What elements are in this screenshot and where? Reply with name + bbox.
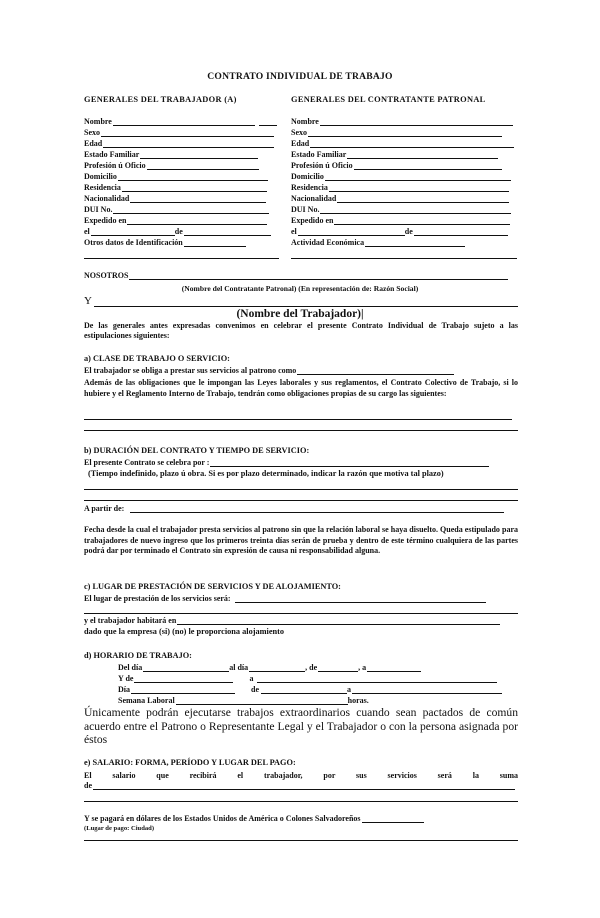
- payment-currency-line[interactable]: Y se pagará en dólares de los Estados Unidos de América o Colones Salvadoreños: [84, 814, 424, 823]
- job-title-line[interactable]: El trabajador se obliga a prestar sus servicios al patrono como: [84, 366, 518, 375]
- section-a-paragraph: Además de las obligaciones que le impongan las Leyes laborales y sus reglamentos, el Contrato Colectivo de Trabajo, si lo hubiere y el Reglamento Interno de Trabajo, tendrán como obligaciones propias de su cargo las siguientes:: [84, 378, 518, 398]
- worker-residence-field[interactable]: Residencia: [84, 183, 279, 192]
- employer-nationality-field[interactable]: Nacionalidad: [291, 194, 517, 203]
- worker-marital-field[interactable]: Estado Familiar: [84, 150, 279, 159]
- duration-note: (Tiempo indefinido, plazo ú obra. Si es por plazo determinado, indicar la razón que motiva tal plazo): [88, 469, 444, 478]
- payment-place-label: (Lugar de pago: Ciudad): [84, 825, 155, 832]
- employer-extra-line[interactable]: [291, 258, 517, 259]
- employer-profession-field[interactable]: Profesión ú Oficio: [291, 161, 517, 170]
- worker-extra-line[interactable]: [84, 258, 279, 259]
- salary-amount-line-2[interactable]: [84, 801, 518, 802]
- worker-nationality-field[interactable]: Nacionalidad: [84, 194, 279, 203]
- worker-name-caption: (Nombre del Trabajador)|: [236, 308, 364, 320]
- workplace-line-2[interactable]: [84, 613, 518, 614]
- section-b-heading: b) DURACIÓN DEL CONTRATO Y TIEMPO DE SERVICIO:: [84, 446, 310, 455]
- duration-line[interactable]: El presente Contrato se celebra por :: [84, 458, 518, 467]
- employer-name-caption: (Nombre del Contratante Patronal) (En representación de: Razón Social): [181, 284, 419, 293]
- worker-sex-field[interactable]: Sexo: [84, 128, 279, 137]
- schedule-row-3[interactable]: Día de a: [118, 685, 502, 694]
- nosotros-line[interactable]: [84, 271, 518, 280]
- nosotros-label: NOSOTROS: [84, 271, 129, 280]
- schedule-row-1[interactable]: Del día al día , de , a: [118, 663, 421, 672]
- employer-heading: GENERALES DEL CONTRATANTE PATRONAL: [291, 95, 486, 104]
- employer-dui-field[interactable]: DUI No.: [291, 205, 517, 214]
- duration-reason-line-2[interactable]: [84, 500, 518, 501]
- employer-age-field[interactable]: Edad: [291, 139, 517, 148]
- employer-name-field[interactable]: Nombre: [291, 117, 517, 126]
- worker-dui-field[interactable]: DUI No.: [84, 205, 279, 214]
- lodging-line[interactable]: y el trabajador habitará en: [84, 616, 518, 625]
- employer-sex-field[interactable]: Sexo: [291, 128, 517, 137]
- section-d-heading: d) HORARIO DE TRABAJO:: [84, 651, 192, 660]
- worker-name-field[interactable]: Nombre: [84, 117, 279, 126]
- contract-title: CONTRATO INDIVIDUAL DE TRABAJO: [207, 71, 393, 82]
- worker-profession-field[interactable]: Profesión ú Oficio: [84, 161, 279, 170]
- worker-address-field[interactable]: Domicilio: [84, 172, 279, 181]
- duration-reason-line-1[interactable]: [84, 489, 518, 490]
- schedule-row-2[interactable]: Y de a: [118, 674, 497, 683]
- section-b-paragraph: Fecha desde la cual el trabajador presta servicios al patrono sin que la relación laboral se haya disuelto. Queda estipulado para trabajadores de nuevo ingreso que los primeros treinta días serán de prueba y dentro de este término cualquiera de las partes podrá dar por terminado el Contrato sin expresión de causa ni responsabilidad alguna.: [84, 525, 518, 556]
- workplace-line[interactable]: El lugar de prestación de los servicios será:: [84, 594, 518, 603]
- employer-address-field[interactable]: Domicilio: [291, 172, 517, 181]
- salary-line: El salario que recibirá el trabajador, por sus servicios será la suma: [84, 771, 518, 780]
- y-label: Y: [84, 295, 92, 307]
- payment-place-line[interactable]: [84, 840, 518, 841]
- section-c-heading: c) LUGAR DE PRESTACIÓN DE SERVICIOS Y DE ALOJAMIENTO:: [84, 582, 341, 591]
- lodging-note: dado que la empresa (si) (no) le proporciona alojamiento: [84, 627, 285, 636]
- employer-marital-field[interactable]: Estado Familiar: [291, 150, 517, 159]
- worker-heading: GENERALES DEL TRABAJADOR (A): [84, 95, 237, 104]
- obligations-line-1[interactable]: [84, 419, 512, 420]
- worker-other-id-field[interactable]: Otros datos de Identificación: [84, 238, 279, 247]
- worker-issued-date-field[interactable]: el de: [84, 227, 279, 236]
- worker-name-line[interactable]: [84, 295, 518, 307]
- worker-age-field[interactable]: Edad: [84, 139, 279, 148]
- salary-amount-line[interactable]: de: [84, 781, 518, 790]
- schedule-row-4[interactable]: Semana Laboral horas.: [118, 696, 369, 705]
- employer-issued-in-field[interactable]: Expedido en: [291, 216, 517, 225]
- section-e-heading: e) SALARIO: FORMA, PERÍODO Y LUGAR DEL PAGO:: [84, 758, 296, 767]
- intro-paragraph: De las generales antes expresadas convenimos en celebrar el presente Contrato Individual de Trabajo sujeto a las estipulaciones siguientes:: [84, 321, 518, 340]
- section-a-heading: a) CLASE DE TRABAJO O SERVICIO:: [84, 354, 230, 363]
- obligations-line-2[interactable]: [84, 430, 518, 431]
- start-date-line[interactable]: A partir de:: [84, 504, 518, 513]
- employer-issued-date-field[interactable]: el de: [291, 227, 517, 236]
- employer-residence-field[interactable]: Residencia: [291, 183, 517, 192]
- section-d-paragraph: Únicamente podrán ejecutarse trabajos extraordinarios cuando sean pactados de común acuerdo entre el Patrono o Representante Legal y el Trabajador o con la persona asignada por éstos: [84, 706, 518, 746]
- employer-activity-field[interactable]: Actividad Económica: [291, 238, 517, 247]
- worker-issued-in-field[interactable]: Expedido en: [84, 216, 279, 225]
